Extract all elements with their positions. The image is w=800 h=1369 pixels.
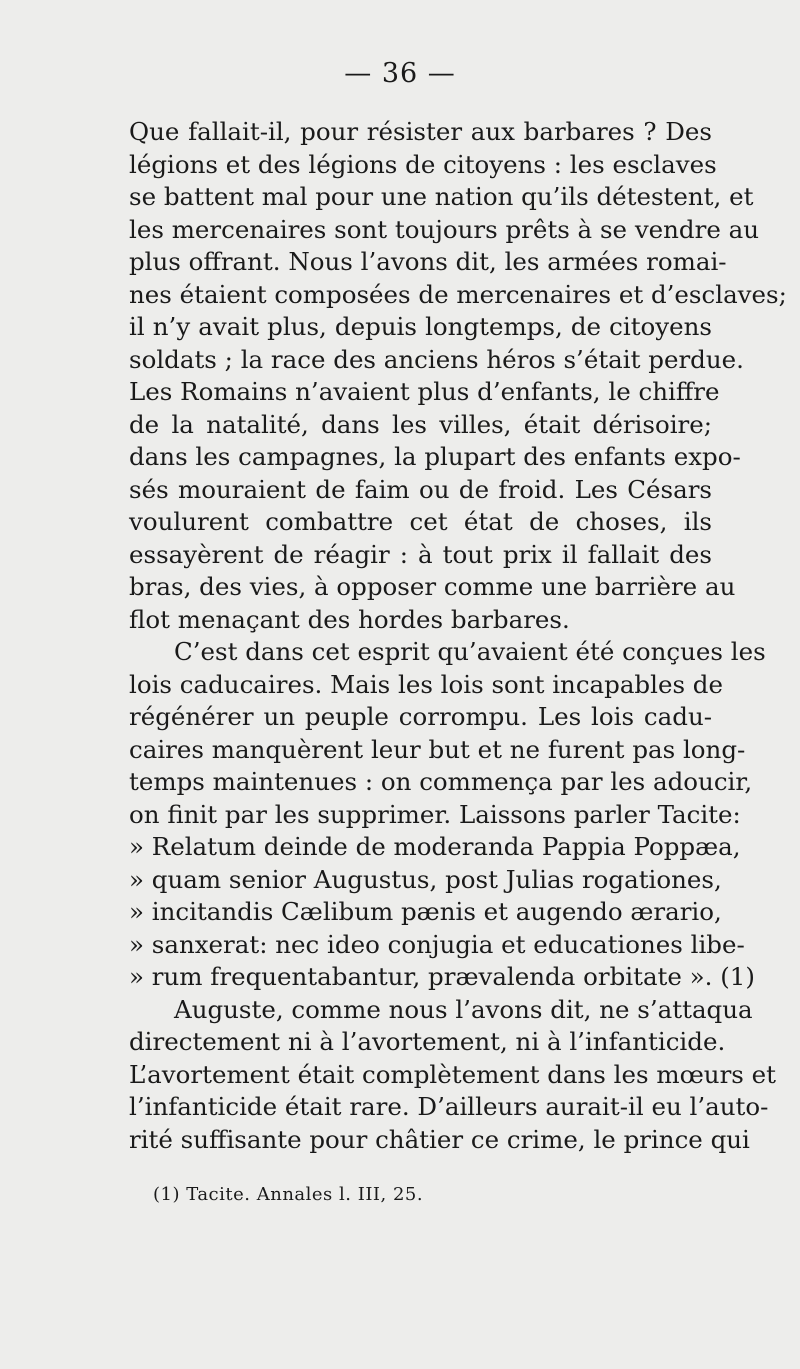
text-line: L’avortement était complètement dans les mœurs et (129, 1059, 776, 1089)
text-line: l’infanticide était rare. D’ailleurs aurait-il eu l’auto- (129, 1092, 769, 1121)
text-line: sés mouraient de faim ou de froid. Les Césars (129, 474, 712, 504)
text-line: légions et des légions de citoyens : les esclaves (129, 149, 717, 179)
quote-line: » sanxerat: nec ideo conjugia et educationes libe- (129, 929, 745, 959)
text-line: caires manquèrent leur but et ne furent pas long- (129, 734, 746, 764)
text-line: Que fallait-il, pour résister aux barbares ? Des (129, 117, 712, 146)
text-line: flot menaçant des hordes barbares. (129, 604, 570, 634)
text-line: régénérer un peuple corrompu. Les lois cadu- (129, 702, 712, 731)
text-line: il n’y avait plus, depuis longtemps, de citoyens (129, 312, 712, 341)
text-line: essayèrent de réagir : à tout prix il fallait des (129, 539, 712, 569)
quote-line: » incitandis Cælibum pænis et augendo ærario, (129, 897, 722, 926)
page-number: — 36 — (344, 58, 456, 89)
text-line: directement ni à l’avortement, ni à l’infanticide. (129, 1027, 726, 1056)
text-line: se battent mal pour une nation qu’ils détestent, et (129, 182, 754, 211)
quote-line: » Relatum deinde de moderanda Pappia Poppæa, (129, 832, 741, 861)
footnote: (1) Tacite. Annales l. III, 25. (153, 1184, 424, 1205)
quote-line: » quam senior Augustus, post Julias rogationes, (129, 864, 722, 894)
quote-line: » rum frequentabantur, prævalenda orbitate ». (1) (129, 962, 755, 991)
text-line: C’est dans cet esprit qu’avaient été conçues les (174, 637, 766, 666)
text-line: Les Romains n’avaient plus d’enfants, le chiffre (129, 377, 720, 406)
text-line: de la natalité, dans les villes, était dérisoire; (129, 409, 712, 439)
text-line: on finit par les supprimer. Laissons parler Tacite: (129, 799, 741, 829)
text-line: temps maintenues : on commença par les adoucir, (129, 767, 753, 796)
text-line: Auguste, comme nous l’avons dit, ne s’attaqua (174, 994, 753, 1024)
text-block (129, 116, 787, 1156)
text-line: bras, des vies, à opposer comme une barrière au (129, 572, 736, 601)
text-line: lois caducaires. Mais les lois sont incapables de (129, 669, 723, 699)
text-line: plus offrant. Nous l’avons dit, les armées romai- (129, 247, 727, 276)
text-line: soldats ; la race des anciens héros s’était perdue. (129, 344, 744, 374)
text-line: nes étaient composées de mercenaires et d’esclaves; (129, 279, 787, 309)
text-line: dans les campagnes, la plupart des enfants expo- (129, 442, 741, 471)
text-line: voulurent combattre cet état de choses, ils (129, 507, 712, 536)
text-line: rité suffisante pour châtier ce crime, le prince qui (129, 1124, 750, 1154)
text-line: les mercenaires sont toujours prêts à se vendre au (129, 214, 760, 244)
